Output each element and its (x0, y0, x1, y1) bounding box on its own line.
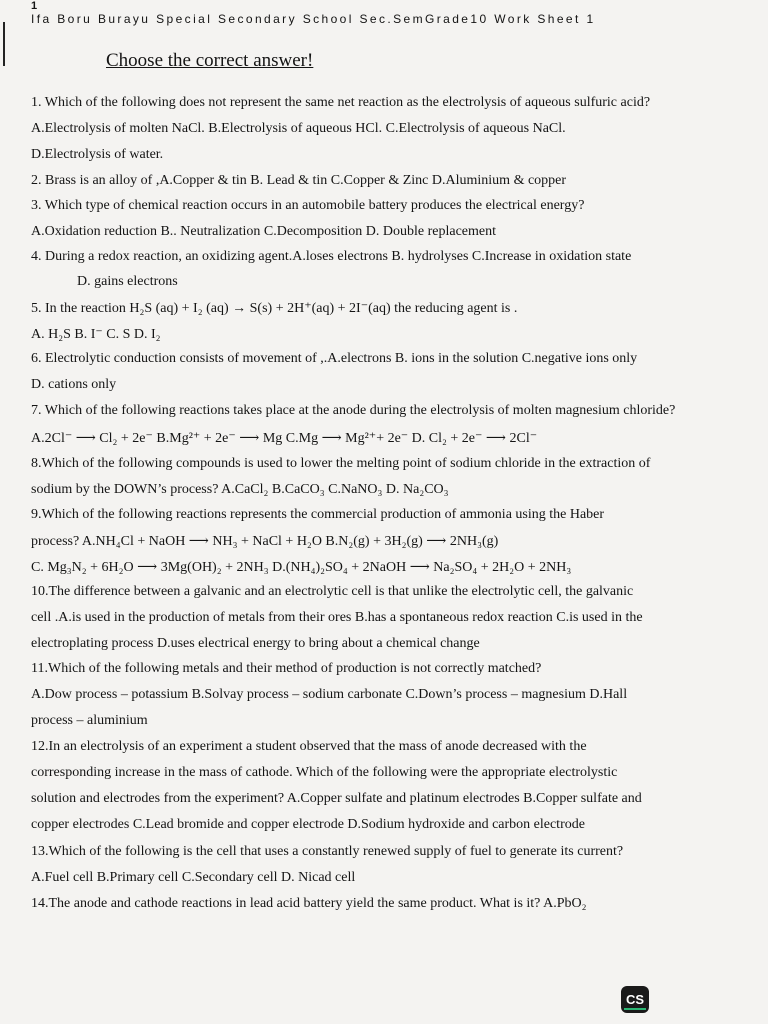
question-line: C. Mg₃N₂ + 6H₂O ⟶ 3Mg(OH)₂ + 2NH₃ D.(NH₄)₂SO₄ + 2NaOH ⟶ Na₂SO₄ + 2H₂O + 2NH₃ (31, 560, 572, 575)
question-line: D. gains electrons (77, 274, 178, 289)
question-line: 6. Electrolytic conduction consists of movement of ,.A.electrons B. ions in the solution C.negative ions only (31, 351, 638, 366)
question-line: electroplating process D.uses electrical energy to bring about a chemical change (31, 636, 480, 651)
question-line: 11.Which of the following metals and their method of production is not correctly matched? (31, 661, 542, 676)
question-line: 2. Brass is an alloy of ,A.Copper & tin B. Lead & tin C.Copper & Zinc D.Aluminium & copper (31, 173, 567, 188)
question-line: 7. Which of the following reactions takes place at the anode during the electrolysis of molten magnesium chloride? (31, 403, 676, 418)
question-line: 3. Which type of chemical reaction occurs in an automobile battery produces the electrical energy? (31, 198, 585, 213)
worksheet-header: Ifa Boru Burayu Special Secondary School Sec.SemGrade10 Work Sheet 1 (31, 12, 596, 26)
question-line: process? A.NH₄Cl + NaOH ⟶ NH₃ + NaCl + H₂O B.N₂(g) + 3H₂(g) ⟶ 2NH₃(g) (31, 534, 499, 549)
question-line: 5. In the reaction H₂S (aq) + I₂ (aq) → S(s) + 2H⁺(aq) + 2I⁻(aq) the reducing agent is . (31, 301, 518, 316)
question-line: 8.Which of the following compounds is used to lower the melting point of sodium chloride in the extraction of (31, 456, 651, 471)
question-line: sodium by the DOWN’s process? A.CaCl₂ B.CaCO₃ C.NaNO₃ D. Na₂CO₃ (31, 482, 449, 497)
camscanner-logo-badge: CS (621, 986, 649, 1013)
question-line: A.Electrolysis of molten NaCl. B.Electrolysis of aqueous HCl. C.Electrolysis of aqueous NaCl. (31, 121, 566, 136)
question-line: D. cations only (31, 377, 117, 392)
question-line: corresponding increase in the mass of cathode. Which of the following were the appropriate electrolystic (31, 765, 618, 780)
question-line: 13.Which of the following is the cell that uses a constantly renewed supply of fuel to generate its current? (31, 844, 624, 859)
question-line: 14.The anode and cathode reactions in lead acid battery yield the same product. What is it? A.PbO₂ (31, 896, 587, 911)
question-line: cell .A.is used in the production of metals from their ores B.has a spontaneous redox reaction C.is used in the (31, 610, 643, 625)
page-number: 1 (31, 0, 38, 12)
margin-line (3, 22, 5, 66)
page-title: Choose the correct answer! (106, 50, 314, 71)
question-line: 10.The difference between a galvanic and an electrolytic cell is that unlike the electrolytic cell, the galvanic (31, 584, 634, 599)
question-line: copper electrodes C.Lead bromide and copper electrode D.Sodium hydroxide and carbon electrode (31, 817, 585, 832)
question-line: A.2Cl⁻ ⟶ Cl₂ + 2e⁻ B.Mg²⁺ + 2e⁻ ⟶ Mg C.Mg ⟶ Mg²⁺+ 2e⁻ D. Cl₂ + 2e⁻ ⟶ 2Cl⁻ (31, 431, 538, 446)
question-line: A. H₂S B. I⁻ C. S D. I₂ (31, 327, 161, 342)
question-line: 1. Which of the following does not represent the same net reaction as the electrolysis of aqueous sulfuric acid? (31, 95, 651, 110)
question-line: A.Fuel cell B.Primary cell C.Secondary cell D. Nicad cell (31, 870, 356, 885)
question-line: A.Dow process – potassium B.Solvay process – sodium carbonate C.Down’s process – magnesium D.Hall (31, 687, 628, 702)
question-line: process – aluminium (31, 713, 148, 728)
question-line: 4. During a redox reaction, an oxidizing agent.A.loses electrons B. hydrolyses C.Increase in oxidation state (31, 249, 632, 264)
question-line: 12.In an electrolysis of an experiment a student observed that the mass of anode decreased with the (31, 739, 587, 754)
question-line: solution and electrodes from the experiment? A.Copper sulfate and platinum electrodes B.Copper sulfate and (31, 791, 642, 806)
question-line: A.Oxidation reduction B.. Neutralization C.Decomposition D. Double replacement (31, 224, 496, 239)
question-line: 9.Which of the following reactions represents the commercial production of ammonia using the Haber (31, 507, 605, 522)
question-line: D.Electrolysis of water. (31, 147, 164, 162)
